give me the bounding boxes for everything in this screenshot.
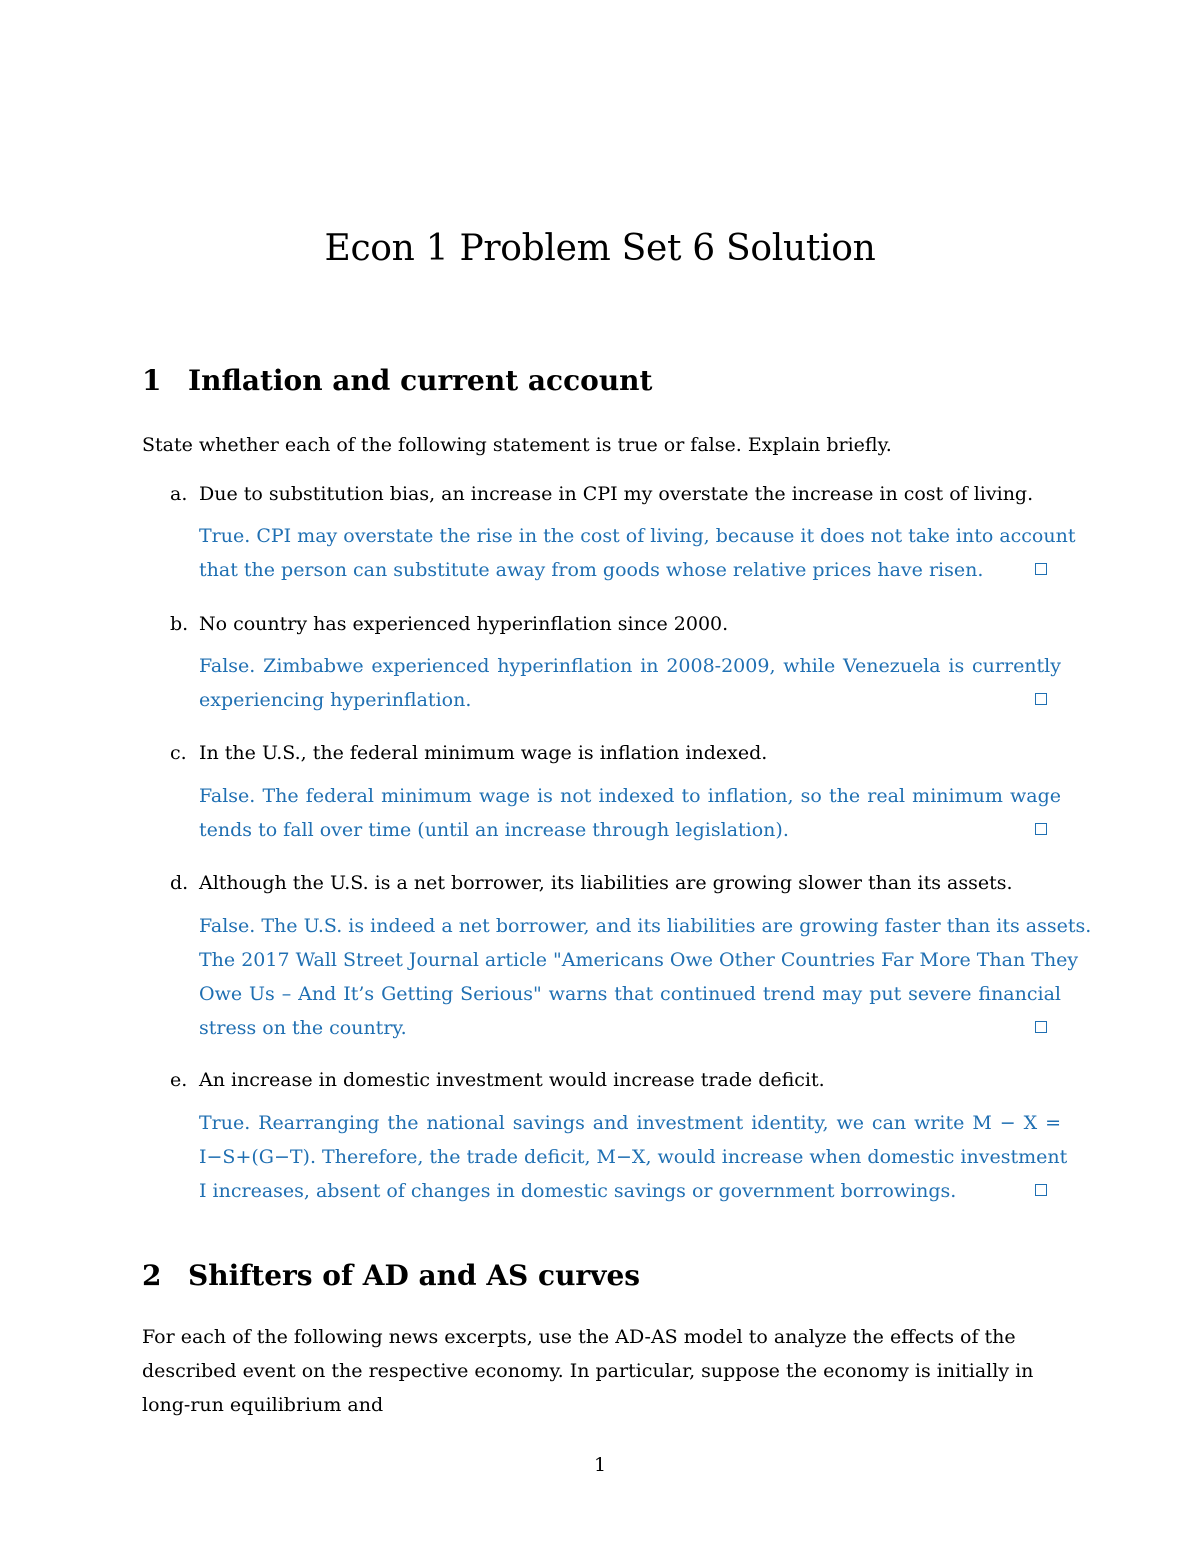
question-label: a.	[170, 483, 188, 505]
answer-c	[199, 779, 1061, 847]
qed-box-icon	[1035, 1021, 1047, 1033]
answer-line	[199, 553, 1061, 587]
answer-line	[199, 1011, 1061, 1045]
section-2-intro	[142, 1320, 1060, 1422]
answer-line: False. The U.S. is indeed a net borrower, and its liabilities are growing faster than its assets.	[199, 915, 1092, 937]
question-a	[170, 483, 1033, 505]
question-text: No country has experienced hyperinflation since 2000.	[199, 613, 729, 635]
page-title: Econ 1 Problem Set 6 Solution	[324, 228, 876, 269]
question-b	[170, 613, 728, 635]
question-e	[170, 1069, 825, 1091]
section-title: Inflation and current account	[188, 364, 653, 397]
question-text: Although the U.S. is a net borrower, its liabilities are growing slower than its assets.	[199, 872, 1013, 894]
answer-line: I−S+(G−T). Therefore, the trade deficit, M−X, would increase when domestic investment	[199, 1146, 1068, 1168]
paragraph-line: long-run equilibrium and	[142, 1394, 384, 1416]
answer-e	[199, 1106, 1068, 1208]
answer-line	[199, 813, 1061, 847]
section-2-heading	[142, 1259, 640, 1292]
answer-line-text: tends to fall over time (until an increase through legislation).	[199, 819, 789, 841]
paragraph-line: For each of the following news excerpts, use the AD-AS model to analyze the effects of the	[142, 1326, 1016, 1348]
qed-box-icon	[1035, 823, 1047, 835]
question-label: b.	[170, 613, 189, 635]
answer-line: Owe Us – And It’s Getting Serious" warns that continued trend may put severe financial	[199, 983, 1061, 1005]
section-1-intro: State whether each of the following statement is true or false. Explain briefly.	[142, 434, 892, 456]
answer-line: True. CPI may overstate the rise in the cost of living, because it does not take into account	[199, 525, 1076, 547]
section-number: 2	[142, 1259, 162, 1292]
question-c	[170, 742, 767, 764]
question-text: In the U.S., the federal minimum wage is inflation indexed.	[199, 742, 768, 764]
answer-line-text: I increases, absent of changes in domestic savings or government borrowings.	[199, 1180, 957, 1202]
question-d	[170, 872, 1013, 894]
answer-line	[199, 683, 1061, 717]
answer-line: False. Zimbabwe experienced hyperinflation in 2008-2009, while Venezuela is currently	[199, 655, 1061, 677]
answer-d	[199, 909, 1092, 1045]
question-label: e.	[170, 1069, 188, 1091]
answer-line-text: that the person can substitute away from goods whose relative prices have risen.	[199, 559, 984, 581]
answer-line	[199, 1174, 1061, 1208]
question-label: c.	[170, 742, 187, 764]
answer-line-text: experiencing hyperinflation.	[199, 689, 472, 711]
answer-line: False. The federal minimum wage is not indexed to inflation, so the real minimum wage	[199, 785, 1061, 807]
page-number: 1	[593, 1454, 607, 1476]
question-text: Due to substitution bias, an increase in CPI my overstate the increase in cost of living.	[199, 483, 1034, 505]
answer-line-text: stress on the country.	[199, 1017, 407, 1039]
paragraph-line: described event on the respective economy. In particular, suppose the economy is initially in	[142, 1360, 1034, 1382]
answer-line: The 2017 Wall Street Journal article "Americans Owe Other Countries Far More Than They	[199, 949, 1079, 971]
question-text: An increase in domestic investment would increase trade deficit.	[199, 1069, 825, 1091]
question-label: d.	[170, 872, 189, 894]
qed-box-icon	[1035, 693, 1047, 705]
section-number: 1	[142, 364, 162, 397]
answer-line: True. Rearranging the national savings and investment identity, we can write M − X =	[199, 1112, 1061, 1134]
answer-b	[199, 649, 1061, 717]
qed-box-icon	[1035, 563, 1047, 575]
section-title: Shifters of AD and AS curves	[188, 1259, 641, 1292]
section-1-heading	[142, 364, 652, 397]
qed-box-icon	[1035, 1184, 1047, 1196]
answer-a	[199, 519, 1076, 587]
